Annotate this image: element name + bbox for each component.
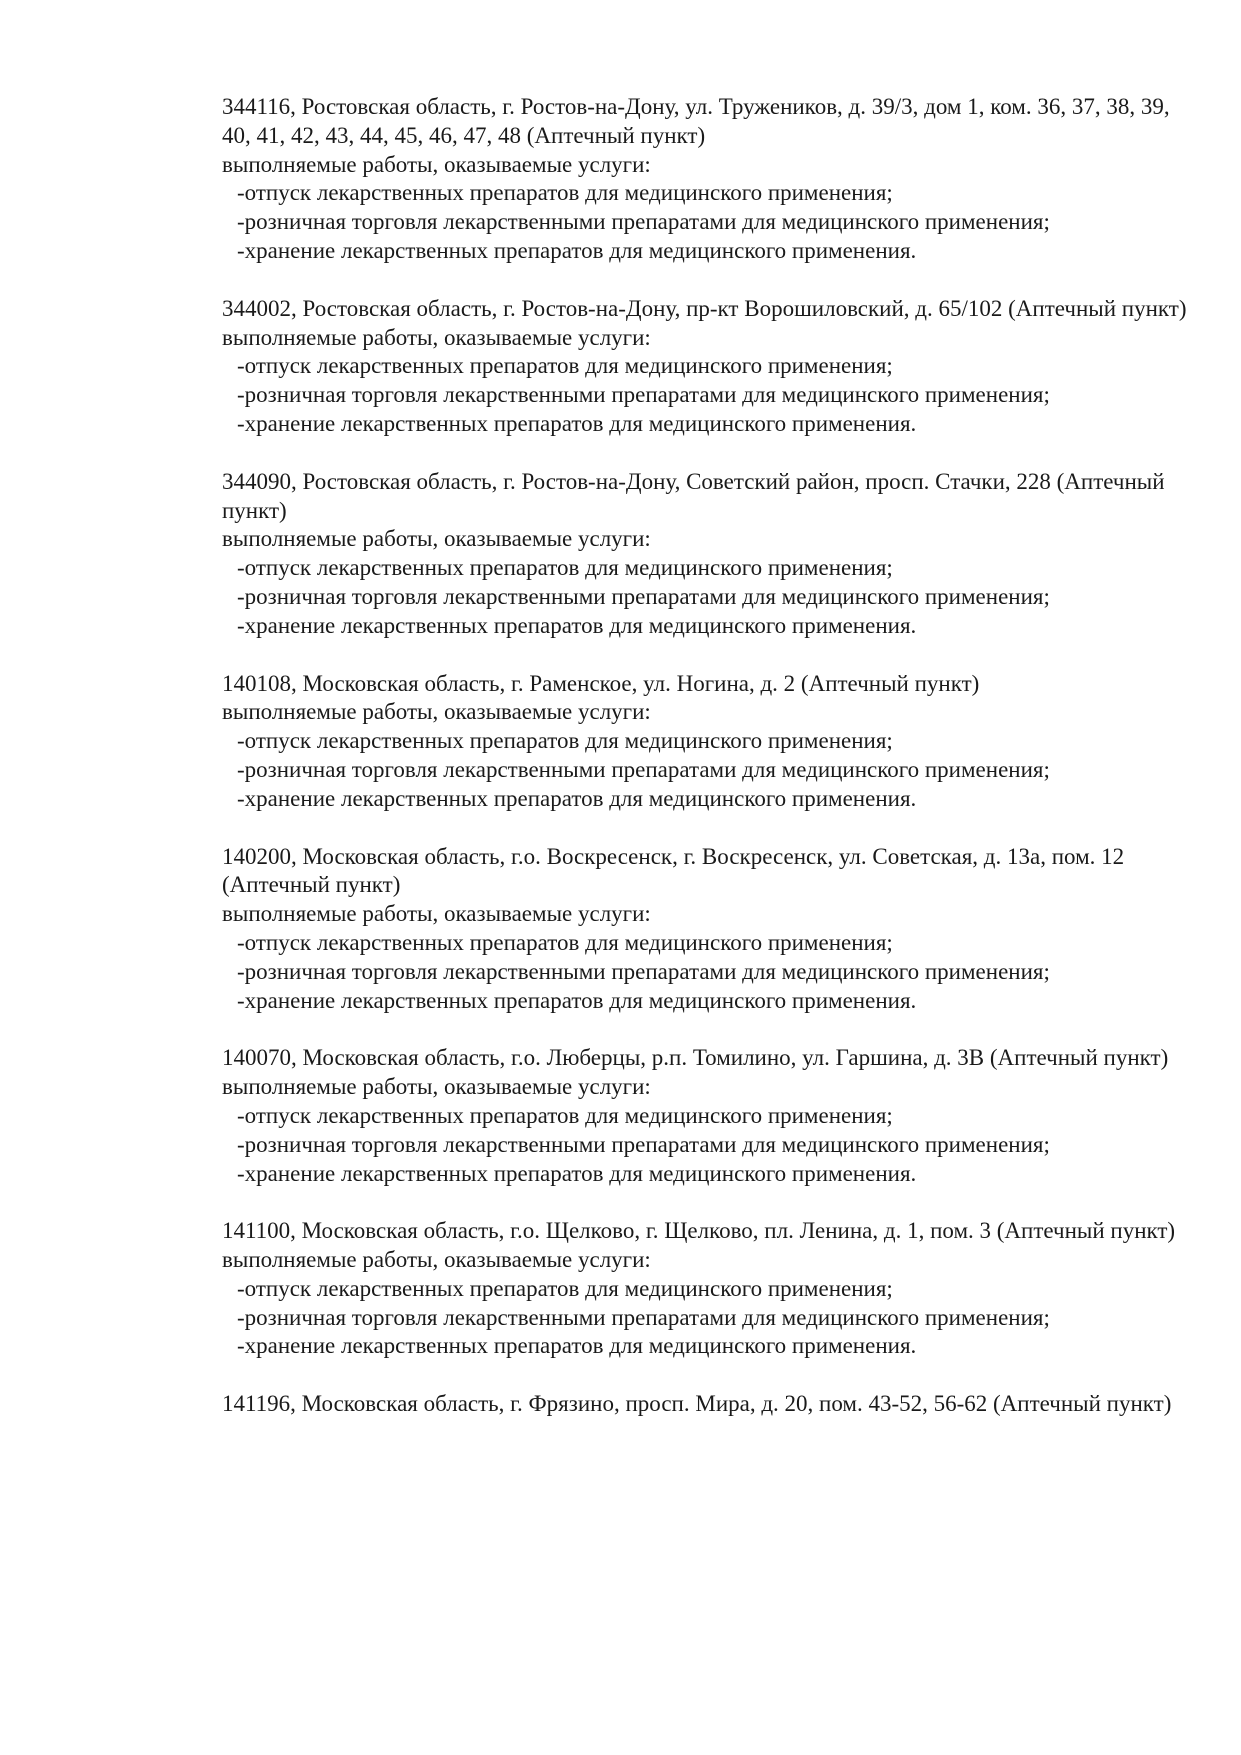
service-item: -отпуск лекарственных препаратов для медицинского применения; bbox=[237, 1102, 893, 1128]
services-heading: выполняемые работы, оказываемые услуги: bbox=[222, 324, 651, 350]
service-item: -розничная торговля лекарственными препаратами для медицинского применения; bbox=[237, 1131, 1050, 1157]
service-item: -хранение лекарственных препаратов для медицинского применения. bbox=[237, 612, 917, 638]
service-item: -отпуск лекарственных препаратов для медицинского применения; bbox=[237, 180, 893, 206]
entry-address: 140070, Московская область, г.о. Люберцы, р.п. Томилино, ул. Гаршина, д. 3В (Аптечный пункт) bbox=[222, 1045, 1169, 1071]
entry-address: 344116, Ростовская область, г. Ростов-на-Дону, ул. Тружеников, д. 39/3, дом 1, ком. 36, 37, 38, 39, 40, 41, 42, 43, 44, 45, 46, 47, 48 (Аптечный пункт) bbox=[222, 94, 1170, 148]
services-list bbox=[222, 352, 1192, 438]
pharmacy-entry bbox=[222, 1217, 1192, 1361]
pharmacy-entry bbox=[222, 1044, 1192, 1188]
service-item: -отпуск лекарственных препаратов для медицинского применения; bbox=[237, 1275, 893, 1301]
services-heading: выполняемые работы, оказываемые услуги: bbox=[222, 1074, 651, 1100]
service-item: -розничная торговля лекарственными препаратами для медицинского применения; bbox=[237, 1304, 1050, 1330]
entry-address: 140200, Московская область, г.о. Воскресенск, г. Воскресенск, ул. Советская, д. 13а, пом. 12 (Аптечный пункт) bbox=[222, 843, 1125, 898]
service-item: -хранение лекарственных препаратов для медицинского применения. bbox=[237, 1160, 917, 1186]
service-item: -отпуск лекарственных препаратов для медицинского применения; bbox=[237, 728, 893, 754]
services-list bbox=[222, 1102, 1192, 1188]
service-item: -хранение лекарственных препаратов для медицинского применения. bbox=[237, 785, 917, 811]
services-heading: выполняемые работы, оказываемые услуги: bbox=[222, 699, 651, 725]
services-heading: выполняемые работы, оказываемые услуги: bbox=[222, 151, 651, 177]
pharmacy-entry bbox=[222, 843, 1192, 1016]
service-item: -хранение лекарственных препаратов для медицинского применения. bbox=[237, 237, 917, 263]
pharmacy-entry bbox=[222, 93, 1192, 266]
service-item: -отпуск лекарственных препаратов для медицинского применения; bbox=[237, 555, 893, 581]
service-item: -хранение лекарственных препаратов для медицинского применения. bbox=[237, 987, 917, 1013]
entry-address: 140108, Московская область, г. Раменское, ул. Ногина, д. 2 (Аптечный пункт) bbox=[222, 670, 980, 696]
services-list bbox=[222, 179, 1192, 265]
service-item: -хранение лекарственных препаратов для медицинского применения. bbox=[237, 410, 917, 436]
entry-address: 141196, Московская область, г. Фрязино, просп. Мира, д. 20, пом. 43-52, 56-62 (Аптечный пункт) bbox=[222, 1391, 1172, 1417]
service-item: -розничная торговля лекарственными препаратами для медицинского применения; bbox=[237, 958, 1050, 984]
services-list bbox=[222, 554, 1192, 640]
service-item: -розничная торговля лекарственными препаратами для медицинского применения; bbox=[237, 756, 1050, 782]
pharmacy-entry bbox=[222, 468, 1192, 641]
service-item: -хранение лекарственных препаратов для медицинского применения. bbox=[237, 1333, 917, 1359]
services-heading: выполняемые работы, оказываемые услуги: bbox=[222, 526, 651, 552]
services-list bbox=[222, 727, 1192, 813]
services-list bbox=[222, 1275, 1192, 1361]
pharmacy-entry bbox=[222, 295, 1192, 439]
pharmacy-entry bbox=[222, 1390, 1192, 1419]
service-item: -розничная торговля лекарственными препаратами для медицинского применения; bbox=[237, 583, 1050, 609]
services-heading: выполняемые работы, оказываемые услуги: bbox=[222, 1247, 651, 1273]
document-body bbox=[222, 93, 1192, 1448]
service-item: -розничная торговля лекарственными препаратами для медицинского применения; bbox=[237, 209, 1050, 235]
service-item: -отпуск лекарственных препаратов для медицинского применения; bbox=[237, 353, 893, 379]
entry-address: 344090, Ростовская область, г. Ростов-на-Дону, Советский район, просп. Стачки, 228 (Аптечный пункт) bbox=[222, 468, 1165, 523]
pharmacy-entry bbox=[222, 670, 1192, 814]
services-list bbox=[222, 929, 1192, 1015]
entry-address: 141100, Московская область, г.о. Щелково, г. Щелково, пл. Ленина, д. 1, пом. 3 (Аптечный пункт) bbox=[222, 1218, 1176, 1244]
entry-address: 344002, Ростовская область, г. Ростов-на-Дону, пр-кт Ворошиловский, д. 65/102 (Аптечный пункт) bbox=[222, 295, 1187, 321]
services-heading: выполняемые работы, оказываемые услуги: bbox=[222, 901, 651, 927]
service-item: -отпуск лекарственных препаратов для медицинского применения; bbox=[237, 929, 893, 955]
service-item: -розничная торговля лекарственными препаратами для медицинского применения; bbox=[237, 382, 1050, 408]
